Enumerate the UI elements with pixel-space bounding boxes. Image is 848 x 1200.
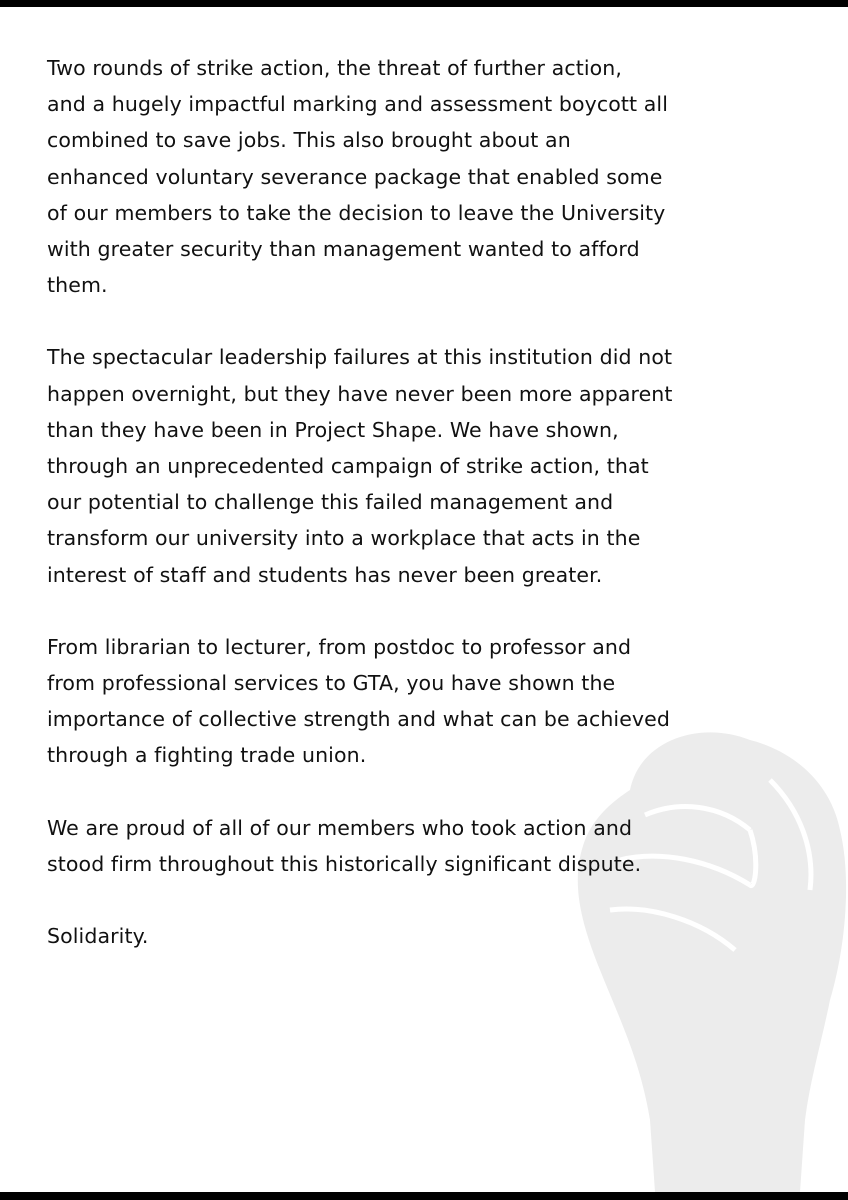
text-line: We are proud of all of our members who took action and (47, 815, 633, 840)
text-line: them. (47, 273, 108, 298)
top-border-bar (0, 0, 848, 7)
text-line: Solidarity. (47, 924, 149, 949)
letter-body (47, 50, 827, 990)
bottom-border-bar (0, 1192, 848, 1200)
paragraph-leadership (47, 339, 827, 592)
paragraph-collective-strength (47, 629, 827, 774)
text-line: of our members to take the decision to leave the University (47, 200, 666, 225)
text-line: interest of staff and students has never been greater. (47, 562, 603, 587)
text-line: happen overnight, but they have never been more apparent (47, 381, 673, 406)
text-line: transform our university into a workplace that acts in the (47, 526, 641, 551)
text-line: through a fighting trade union. (47, 743, 367, 768)
text-line: from professional services to GTA, you have shown the (47, 671, 616, 696)
text-line: through an unprecedented campaign of strike action, that (47, 454, 649, 479)
text-line: combined to save jobs. This also brought about an (47, 128, 571, 153)
text-line: than they have been in Project Shape. We have shown, (47, 417, 619, 442)
text-line: Two rounds of strike action, the threat of further action, (47, 56, 623, 80)
text-line: our potential to challenge this failed management and (47, 490, 614, 515)
text-line: stood firm throughout this historically significant dispute. (47, 851, 642, 876)
paragraph-outcome (47, 50, 827, 303)
text-line: From librarian to lecturer, from postdoc to professor and (47, 634, 632, 659)
sign-off (47, 918, 827, 954)
paragraph-proud (47, 810, 827, 882)
text-line: and a hugely impactful marking and assessment boycott all (47, 92, 668, 117)
text-line: The spectacular leadership failures at this institution did not (47, 345, 673, 370)
text-line: importance of collective strength and what can be achieved (47, 707, 670, 732)
text-line: with greater security than management wanted to afford (47, 237, 640, 262)
text-line: enhanced voluntary severance package that enabled some (47, 164, 663, 189)
